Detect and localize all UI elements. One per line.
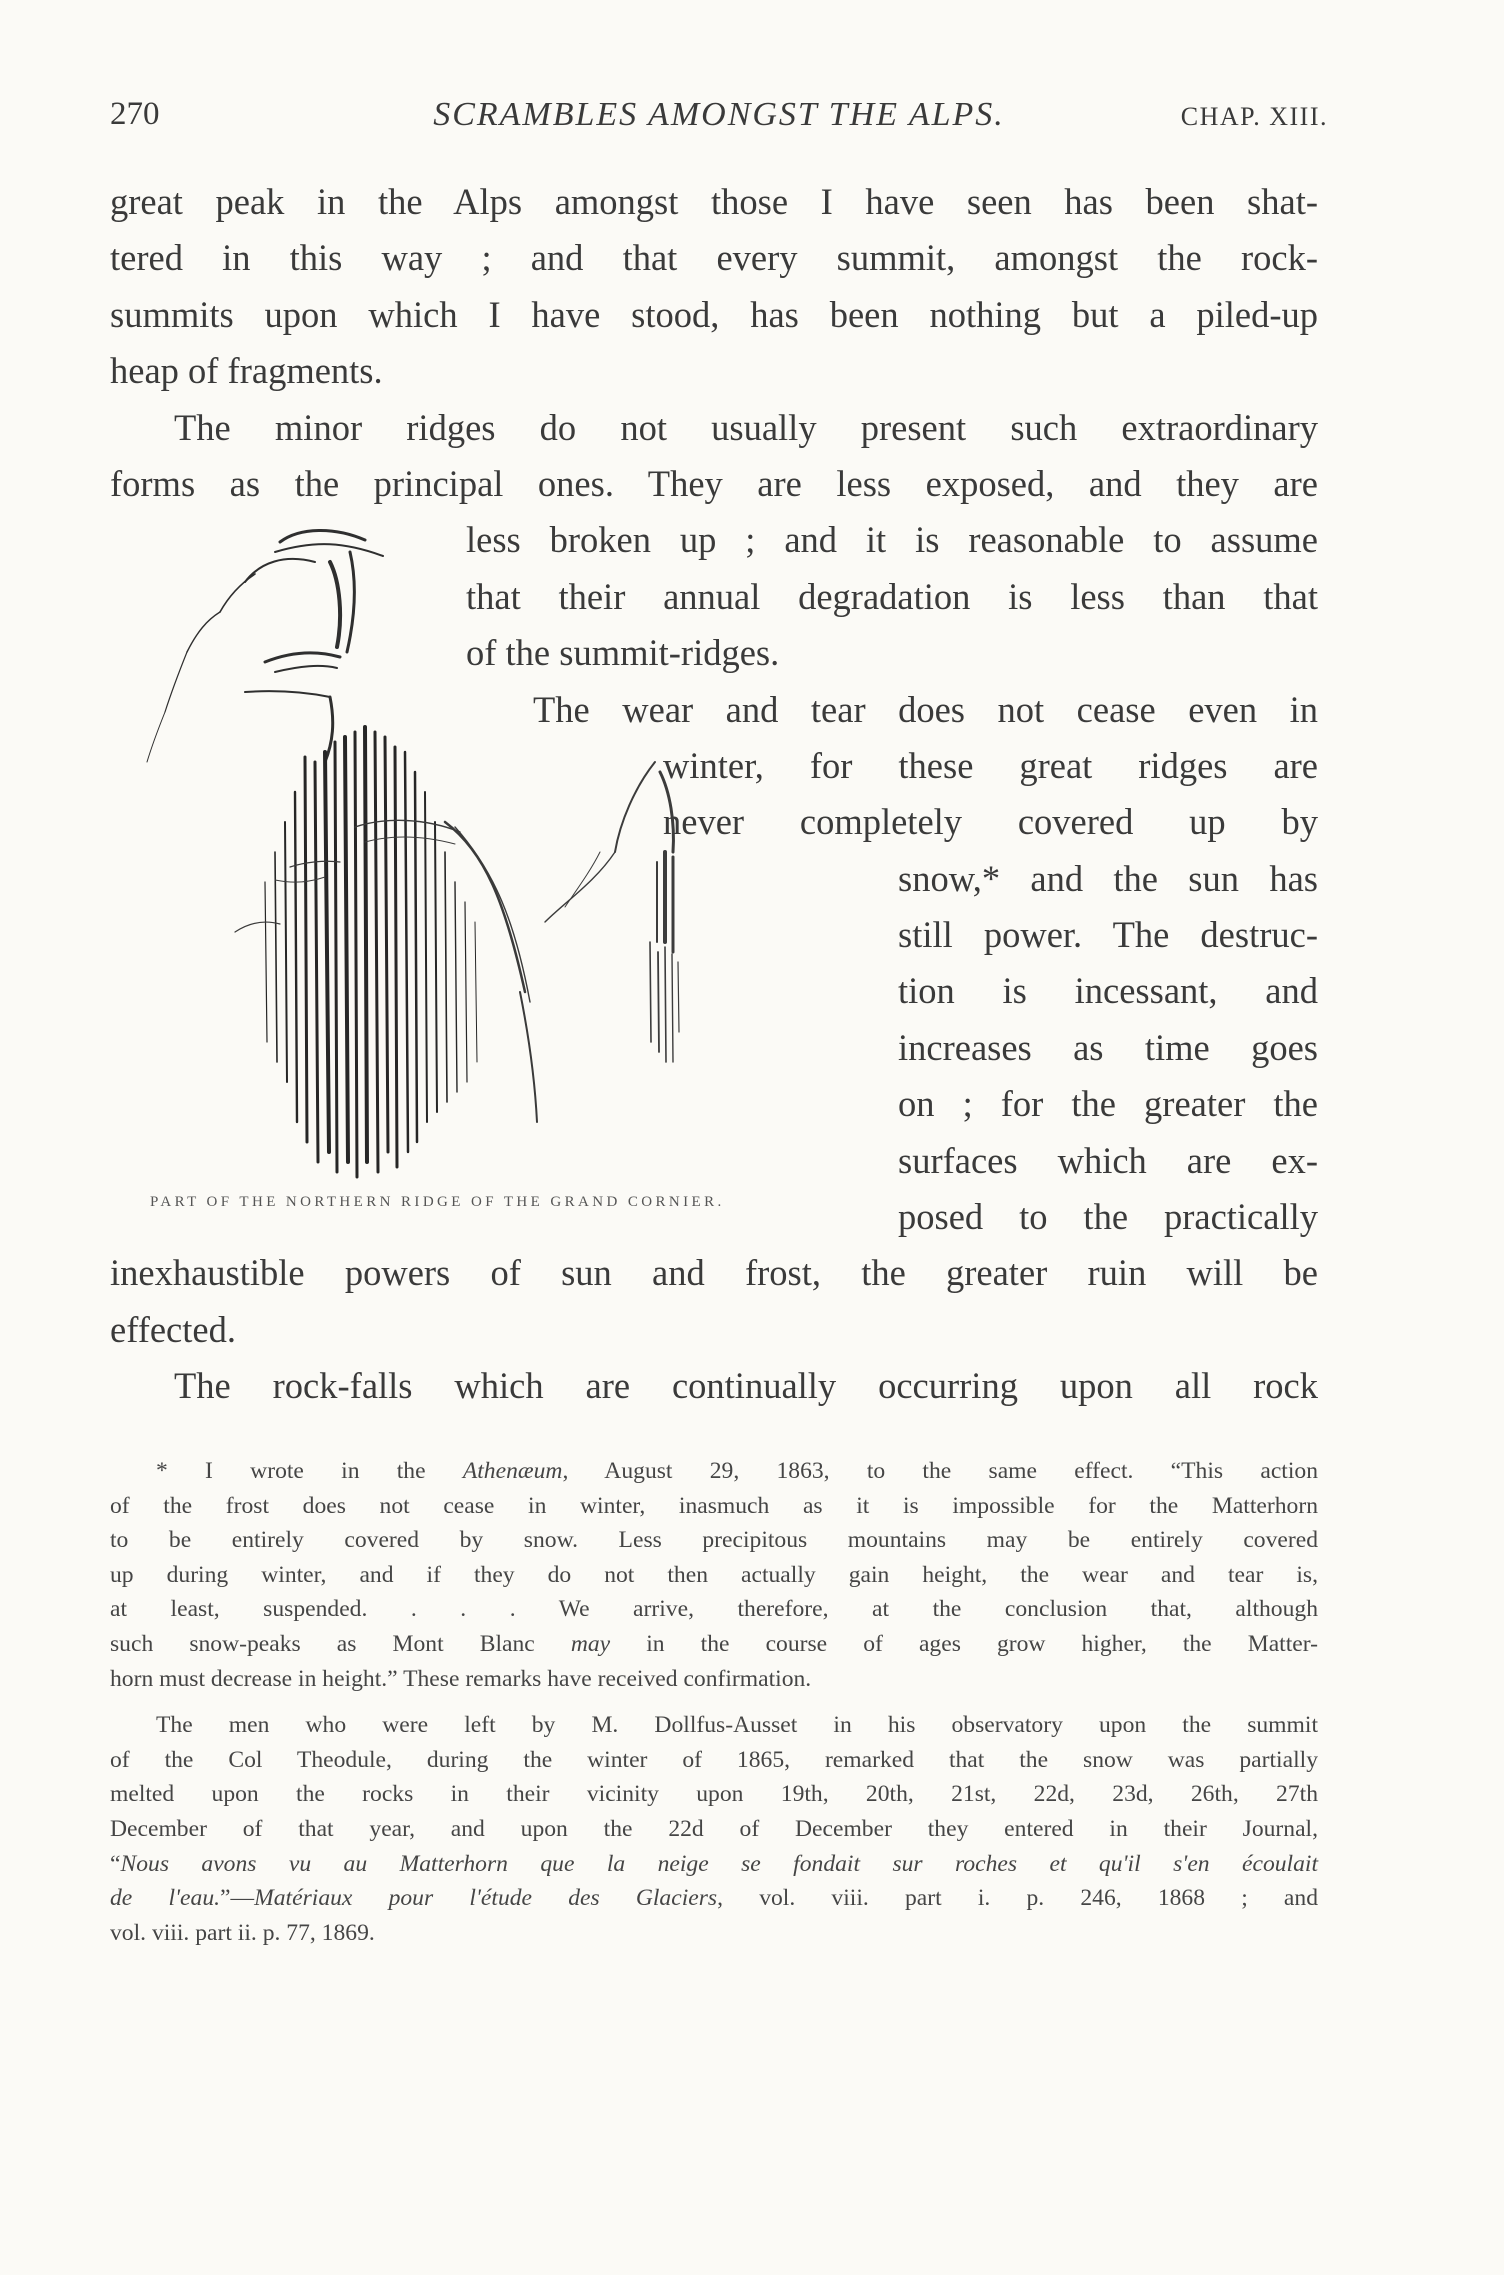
body-line: The rock-falls which are continually occurring upon all rock (174, 1365, 1318, 1407)
footnote-line: of the Col Theodule, during the winter of 1865, remarked that the snow was partially (110, 1746, 1318, 1773)
body-line: The wear and tear does not cease even in (533, 688, 1318, 730)
footnote-line: to be entirely covered by snow. Less precipitous mountains may be entirely covered (110, 1527, 1318, 1554)
footnote-line: melted upon the rocks in their vicinity upon 19th, 20th, 21st, 22d, 23d, 26th, 27th (110, 1781, 1318, 1808)
body-line: heap of fragments. (110, 350, 383, 392)
chapter-label: CHAP. XIII. (1180, 102, 1328, 131)
footnote-line: “Nous avons vu au Matterhorn que la neige se fondait sur roches et qu'il s'en écoulait (110, 1850, 1318, 1877)
body-line: surfaces which are ex- (898, 1139, 1318, 1181)
body-line: summits upon which I have stood, has been nothing but a piled-up (110, 293, 1318, 335)
body-line: increases as time goes (898, 1026, 1318, 1068)
footnote-line: of the frost does not cease in winter, inasmuch as it is impossible for the Matterhorn (110, 1492, 1318, 1519)
body-line: of the summit-ridges. (466, 632, 780, 674)
ridge-engraving-illustration (125, 522, 725, 1182)
body-line: great peak in the Alps amongst those I have seen has been shat- (110, 181, 1318, 222)
body-line: still power. The destruc- (898, 914, 1318, 956)
body-line: never completely covered up by (663, 801, 1318, 843)
footnote-line: de l'eau.”—Matériaux pour l'étude des Glaciers, vol. viii. part i. p. 246, 1868 ; and (110, 1885, 1319, 1912)
body-line: winter, for these great ridges are (663, 744, 1318, 786)
footnote-line: vol. viii. part ii. p. 77, 1869. (110, 1919, 375, 1946)
body-line: on ; for the greater the (898, 1083, 1318, 1125)
body-line: tion is incessant, and (898, 970, 1318, 1012)
figure-caption: PART OF THE NORTHERN RIDGE OF THE GRAND CORNIER. (150, 1194, 725, 1210)
page-number: 270 (110, 96, 160, 132)
running-header (110, 96, 1328, 146)
body-line: tered in this way ; and that every summit, amongst the rock- (110, 237, 1318, 279)
footnote-line: up during winter, and if they do not then actually gain height, the wear and tear is, (110, 1561, 1318, 1588)
body-line: that their annual degradation is less than that (466, 575, 1318, 617)
footnote (110, 1454, 1318, 1950)
footnote-line: December of that year, and upon the 22d of December they entered in their Journal, (110, 1815, 1318, 1842)
body-line: inexhaustible powers of sun and frost, the greater ruin will be (110, 1252, 1318, 1294)
body-line: posed to the practically (898, 1196, 1318, 1238)
running-title: SCRAMBLES AMONGST THE ALPS. (433, 96, 1005, 133)
body-line: forms as the principal ones. They are less exposed, and they are (110, 462, 1318, 504)
footnote-line: at least, suspended. . . . We arrive, therefore, at the conclusion that, although (110, 1596, 1318, 1623)
body-line: less broken up ; and it is reasonable to assume (466, 519, 1318, 561)
footnote-line: The men who were left by M. Dollfus-Ausset in his observatory upon the summit (156, 1712, 1318, 1739)
body-line: effected. (110, 1308, 236, 1350)
footnote-line: such snow-peaks as Mont Blanc may in the course of ages grow higher, the Matter- (110, 1630, 1318, 1657)
body-line: The minor ridges do not usually present such extraordinary (174, 406, 1318, 448)
footnote-line: horn must decrease in height.” These remarks have received confirmation. (110, 1665, 812, 1692)
body-line: snow,* and the sun has (898, 857, 1318, 899)
footnote-line: * I wrote in the Athenæum, August 29, 1863, to the same effect. “This action (156, 1458, 1318, 1484)
